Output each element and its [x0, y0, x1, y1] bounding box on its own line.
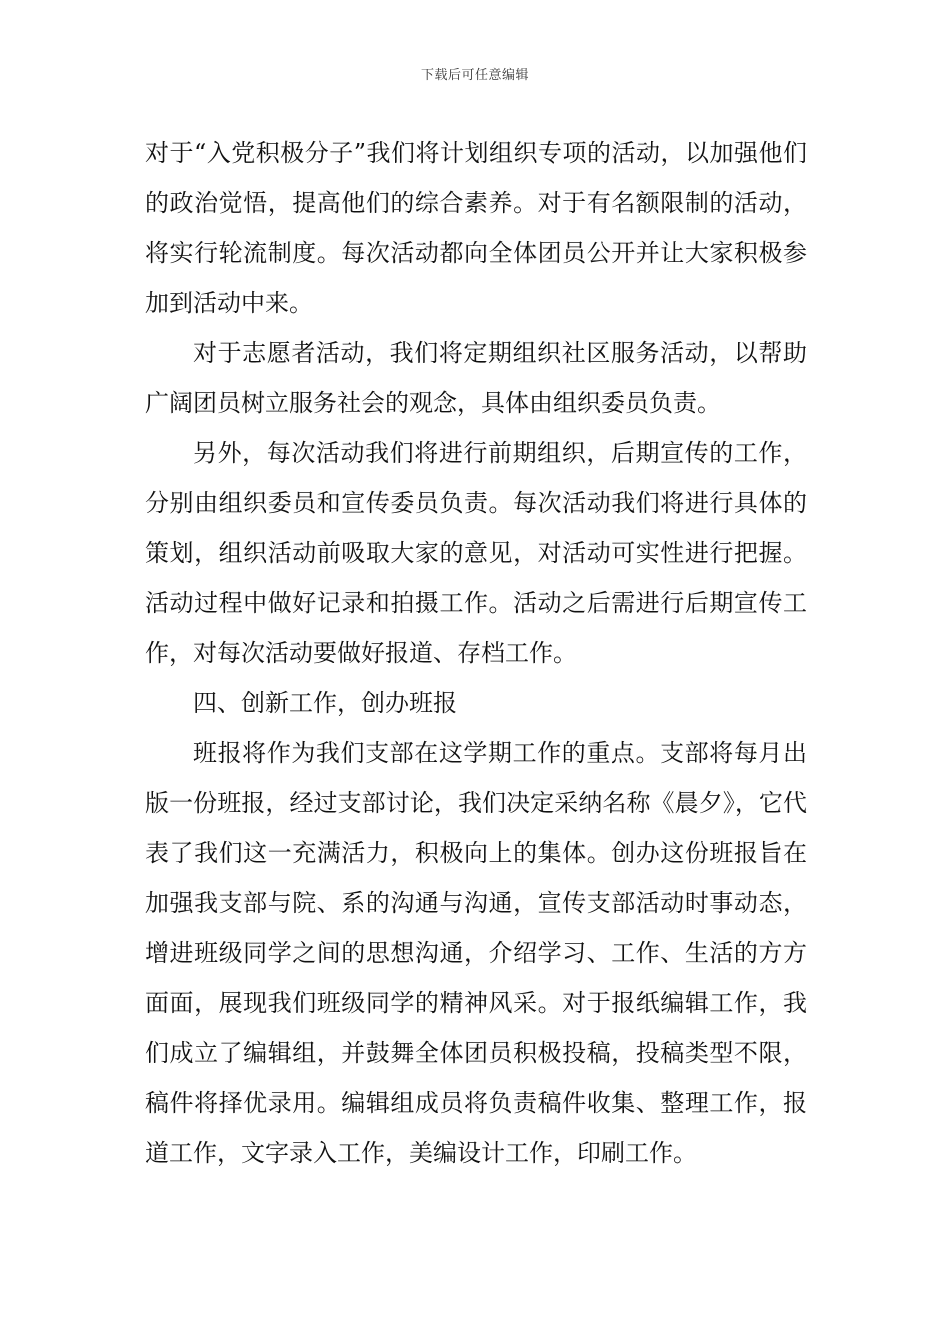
paragraph-activist-activities: 对于“入党积极分子”我们将计划组织专项的活动，以加强他们的政治觉悟，提高他们的综合素养。对于有名额限制的活动，将实行轮流制度。每次活动都向全体团员公开并让大家积极参加到活动中来。 [145, 139, 807, 317]
paragraph-activity-organization: 另外，每次活动我们将进行前期组织，后期宣传的工作，分别由组织委员和宣传委员负责。每次活动我们将进行具体的策划，组织活动前吸取大家的意见，对活动可实性进行把握。活动过程中做好记录和拍摄工作。活动之后需进行后期宣传工作，对每次活动要做好报道、存档工作。 [145, 439, 807, 667]
section-heading-innovation: 四、创新工作，创办班报 [193, 689, 457, 717]
paragraph-class-newspaper: 班报将作为我们支部在这学期工作的重点。支部将每月出版一份班报，经过支部讨论，我们决定采纳名称《晨夕》，它代表了我们这一充满活力，积极向上的集体。创办这份班报旨在加强我支部与院、系的沟通与沟通，宣传支部活动时事动态，增进班级同学之间的思想沟通，介绍学习、工作、生活的方方面面，展现我们班级同学的精神风采。对于报纸编辑工作，我们成立了编辑组，并鼓舞全体团员积极投稿，投稿类型不限，稿件将择优录用。编辑组成员将负责稿件收集、整理工作，报道工作，文字录入工作，美编设计工作，印刷工作。 [145, 739, 807, 1167]
document-body [145, 128, 807, 1178]
page-header: 下载后可任意编辑 [420, 68, 529, 83]
paragraph-volunteer-activities: 对于志愿者活动，我们将定期组织社区服务活动，以帮助广阔团员树立服务社会的观念，具体由组织委员负责。 [145, 339, 807, 417]
